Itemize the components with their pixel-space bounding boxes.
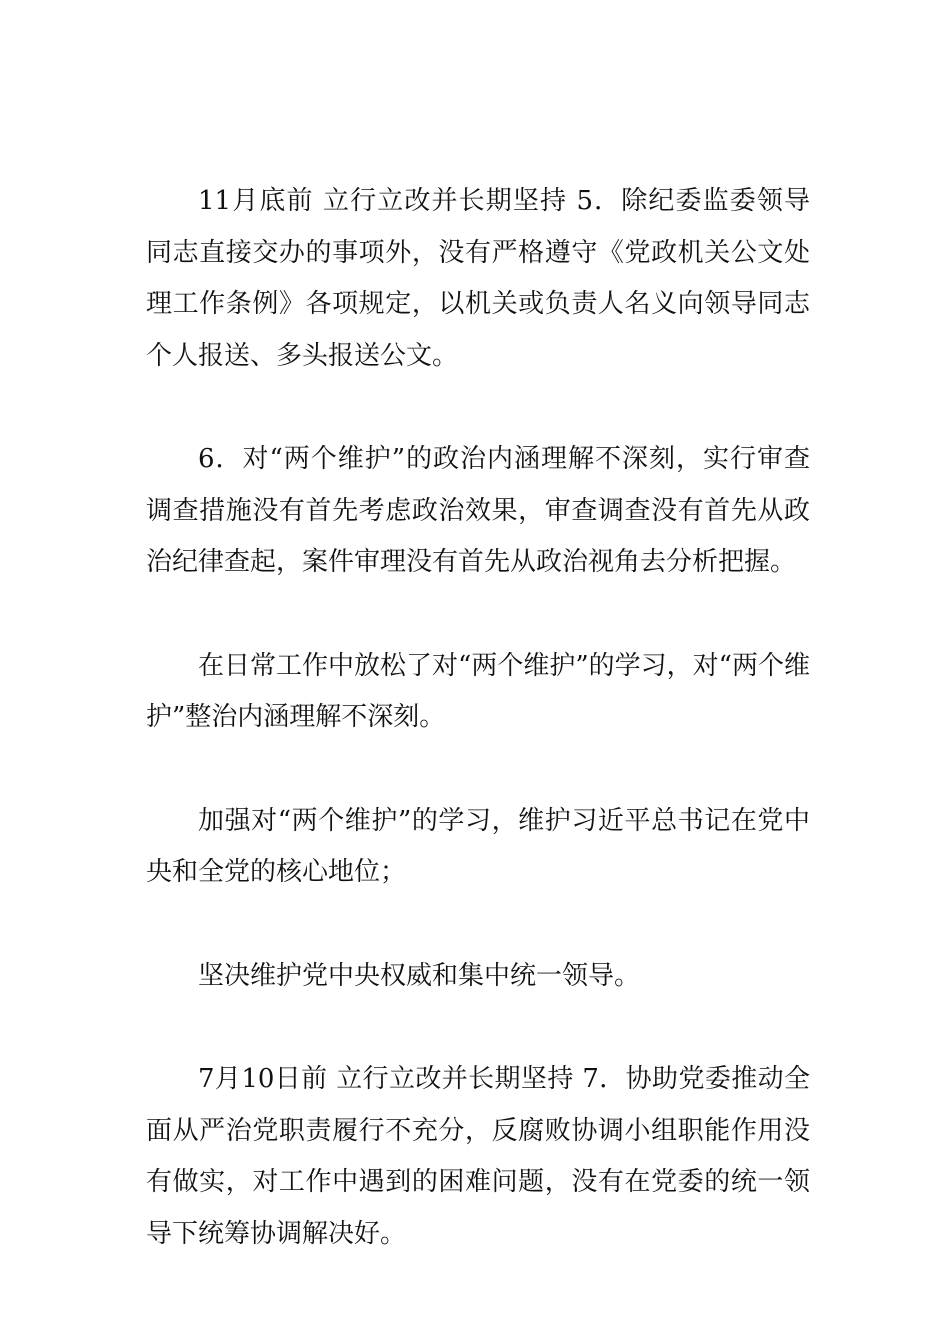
document-body	[146, 176, 810, 1312]
paragraph-1: 11月底前 立行立改并长期坚持 5．除纪委监委领导同志直接交办的事项外，没有严格遵守《党政机关公文处理工作条例》各项规定，以机关或负责人名义向领导同志个人报送、多头报送公文。	[146, 186, 810, 371]
paragraph-6: 7月10日前 立行立改并长期坚持 7．协助党委推动全面从严治党职责履行不充分，反腐败协调小组职能作用没有做实，对工作中遇到的困难问题，没有在党委的统一领导下统筹协调解决好。	[146, 1064, 810, 1249]
paragraph-3: 在日常工作中放松了对“两个维护”的学习，对“两个维护”整治内涵理解不深刻。	[146, 650, 810, 732]
paragraph-5: 坚决维护党中央权威和集中统一领导。	[198, 960, 641, 991]
paragraph-2: 6．对“两个维护”的政治内涵理解不深刻，实行审查调查措施没有首先考虑政治效果，审查调查没有首先从政治纪律查起，案件审理没有首先从政治视角去分析把握。	[146, 444, 810, 577]
paragraph-4: 加强对“两个维护”的学习，维护习近平总书记在党中央和全党的核心地位；	[146, 805, 810, 887]
